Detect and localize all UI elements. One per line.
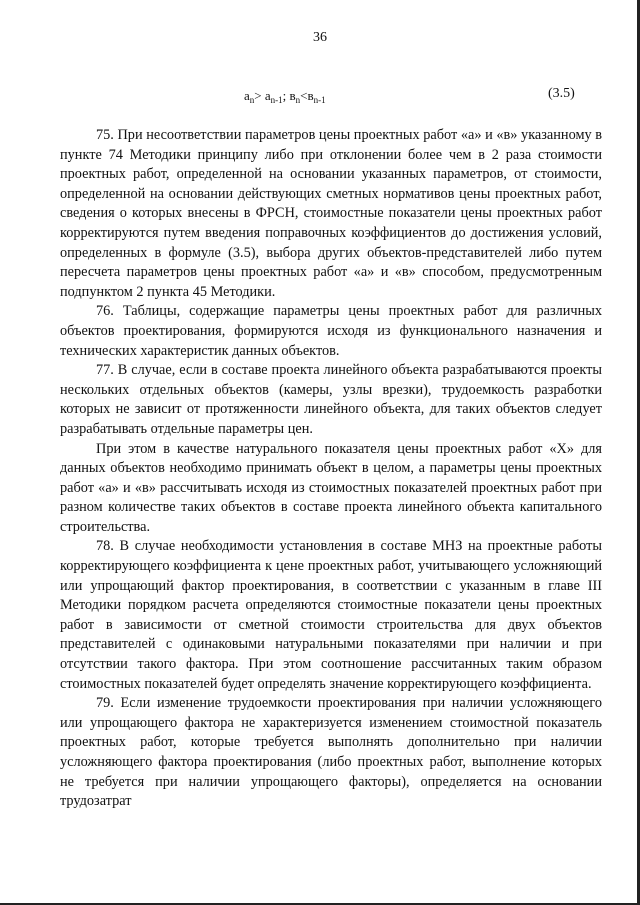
formula-gt: > [254, 88, 265, 103]
paragraph-76: 76. Таблицы, содержащие параметры цены проектных работ для различных объектов проектирования, формируются исходя из функционального назначения и технических характеристик данных объектов. [60, 303, 602, 359]
formula-a-n-1: $a_{n-1}$ [264, 88, 283, 105]
formula-separator: ; [282, 88, 290, 103]
formula-number: (3.5) [548, 86, 575, 101]
paragraph-77-continued: При этом в качестве натурального показателя цены проектных работ «Х» для данных объектов необходимо принимать объект в целом, а параметры цены проектных работ «а» и «в» рассчитывать исходя из стоимостных показателей проектных работ при разном количестве таких объектов в составе проекта линейного объекта капитального строительства. [60, 440, 602, 535]
body-text [60, 126, 602, 812]
paragraph-79: 79. Если изменение трудоемкости проектирования при наличии усложняющего или упрощающего фактора не характеризуется изменением стоимостной показатель проектных работ, которые требуется выполнять дополнительно при наличии усложняющего фактора проектирования (либо проектных работ, выполнение которых не требуется при наличии упрощающего факторы), определяется на основании трудозатрат [60, 695, 602, 810]
paragraph-77: 77. В случае, если в составе проекта линейного объекта разрабатываются проекты нескольких отдельных объектов (камеры, узлы врезки), трудоемкость разработки которых не зависит от протяженности линейного объекта, для таких объектов следует разрабатывать отдельные параметры цен. [60, 362, 602, 437]
formula-b-n-1: $в_{n-1}$ [307, 88, 326, 105]
paragraph-78: 78. В случае необходимости установления в составе МНЗ на проектные работы корректирующего коэффициента к цене проектных работ, учитывающего усложняющий или упрощающий фактор проектирования, в соответствии с указанным в главе III Методики порядком расчета определяются стоимостные показатели цены проектных работ в зависимости от сметной стоимости строительства для двух объектов представителей с одинаковыми натуральными показателями при наличии и при отсутствии такого фактора. При этом соотношение рассчитанных таким образом стоимостных показателей будет определять значение корректирующего коэффициента. [60, 538, 602, 692]
paragraph-75: 75. При несоответствии параметров цены проектных работ «а» и «в» указанному в пункте 74 Методики принципу либо при отклонении более чем в 2 раза стоимости проектных работ, определенной на основании указанных параметров, от стоимости, определенной на основании действующих сметных нормативов цены проектных работ, сведения о которых внесены в ФРСН, стоимостные показатели цены проектных работ корректируются путем введения поправочных коэффициентов до достижения условий, определенных в формуле (3.5), выбора других объектов-представителей либо путем пересчета параметров цены проектных работ «а» и «в» способом, предусмотренным подпунктом 2 пункта 45 Методики. [60, 127, 602, 300]
formula-lt: < [300, 88, 308, 103]
formula-3-5 [244, 88, 326, 105]
formula-b-n: $в_n$ [289, 88, 301, 105]
page-number: 36 [313, 30, 327, 45]
formula-a-n: $a_n$ [244, 88, 255, 105]
